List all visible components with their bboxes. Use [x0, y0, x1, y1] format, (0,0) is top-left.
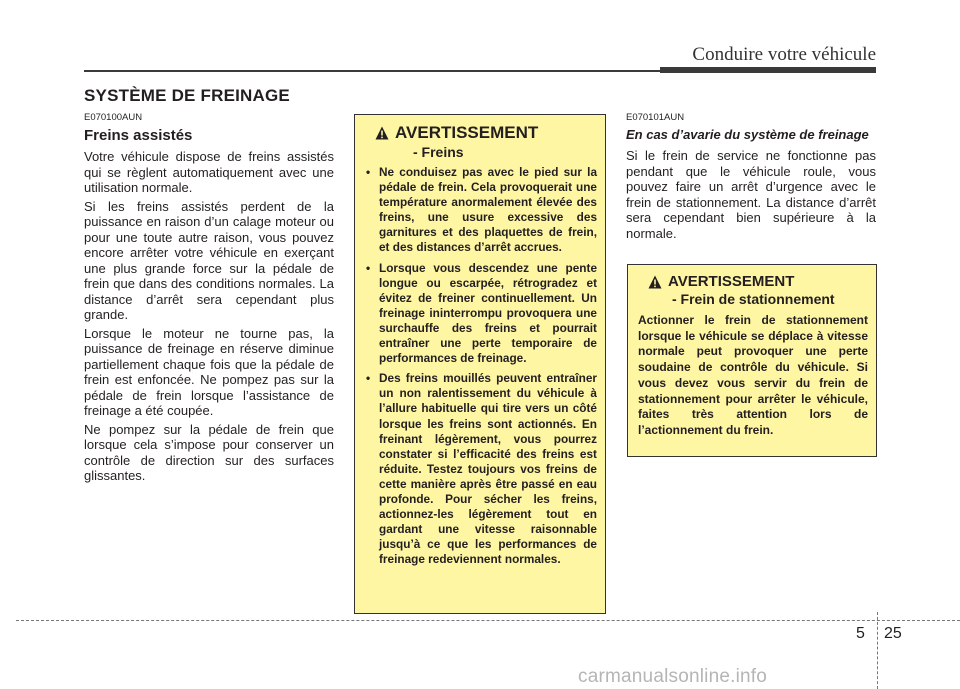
paragraph: Ne pompez sur la pédale de frein que lorsque cela s’impose pour conserver un contrôle de direction sur des surfaces glissantes. [84, 421, 334, 483]
section-code: E070101AUN [626, 112, 685, 123]
warning-title: AVERTISSEMENT [395, 123, 539, 142]
paragraph: Votre véhicule dispose de freins assistés qui se règlent automatiquement avec une utilisation normale. [84, 149, 334, 195]
section-title: SYSTÈME DE FREINAGE [84, 86, 290, 105]
footer-rule [16, 620, 960, 621]
warning-triangle-icon [648, 275, 662, 289]
page-number-separator [877, 612, 878, 689]
warning-triangle-icon [375, 126, 389, 140]
warning-item: • Ne conduisez pas avec le pied sur la pédale de frein. Cela provoquerait une température anormalement élevée des freins, une usure excessive des garnitures et des plaquettes de frein, et des distances d’arrêt accrues. [365, 165, 597, 256]
watermark: carmanualsonline.info [578, 666, 768, 687]
warning-subtitle: - Frein de stationnement [672, 291, 835, 307]
warning-item: • Des freins mouillés peuvent entraîner un non ralentissement du véhicule à l’allure habituelle qui tire vers un côté lorsque les freins sont actionnés. En freinant légèrement, vous pourrez constater si l’efficacité des freins est réduite. Testez toujours vos freins de cette manière après être passé en eau profonde. Pour sécher les freins, actionnez-les légèrement tout en gardant une vitesse raisonnable jusqu’à ce que les performances de freinage redeviennent normales. [365, 371, 597, 567]
section-code: E070100AUN [84, 112, 143, 123]
page-number: 25 [884, 625, 902, 642]
column-brakes-assisted [84, 112, 334, 487]
header-rule-accent [660, 67, 876, 73]
warning-title: AVERTISSEMENT [668, 273, 795, 290]
column-brake-failure [626, 112, 876, 244]
warning-box-brakes [354, 114, 606, 614]
paragraph: Si les freins assistés perdent de la puissance en raison d’un calage moteur ou pour une toute autre raison, vous pouvez encore arrêter votre véhicule en exerçant une plus grande force sur la pédale de frein que dans des conditions normales. La distance d’arrêt sera cependant plus grande. [84, 198, 334, 322]
warning-header [365, 123, 597, 143]
warning-item: • Lorsque vous descendez une pente longue ou escarpée, rétrogradez et évitez de freiner continuellement. Un freinage ininterrompu provoquera une surchauffe des freins et pourrait entraîner une perte temporaire de performances de freinage. [365, 261, 597, 367]
chapter-number: 5 [856, 625, 865, 642]
subheading: Freins assistés [84, 127, 193, 144]
warning-box-parking-brake [627, 264, 877, 457]
warning-text: Actionner le frein de stationnement lorsque le véhicule se déplace à vitesse normale peut provoquer une perte soudaine de contrôle du véhicule. Si vous devez vous servir du frein de stationnement pour arrêter le véhicule, faites très attention lors de l’actionnement du frein. [638, 313, 868, 437]
warning-header [638, 273, 868, 290]
warning-subtitle: - Freins [413, 144, 464, 160]
subheading: En cas d’avarie du système de freinage [626, 127, 869, 142]
chapter-title: Conduire votre véhicule [692, 44, 876, 65]
warning-list [365, 165, 597, 567]
paragraph: Lorsque le moteur ne tourne pas, la puissance de freinage en réserve diminue partiellement chaque fois que la pédale de frein est enfoncée. Ne pompez pas sur la pédale de frein lorsque l’assistance de freinage a été coupée. [84, 325, 334, 418]
paragraph: Si le frein de service ne fonctionne pas pendant que le véhicule roule, vous pouvez faire un arrêt d’urgence avec le frein de stationnement. La distance d’arrêt sera cependant bien supérieure à la normale. [626, 148, 876, 241]
